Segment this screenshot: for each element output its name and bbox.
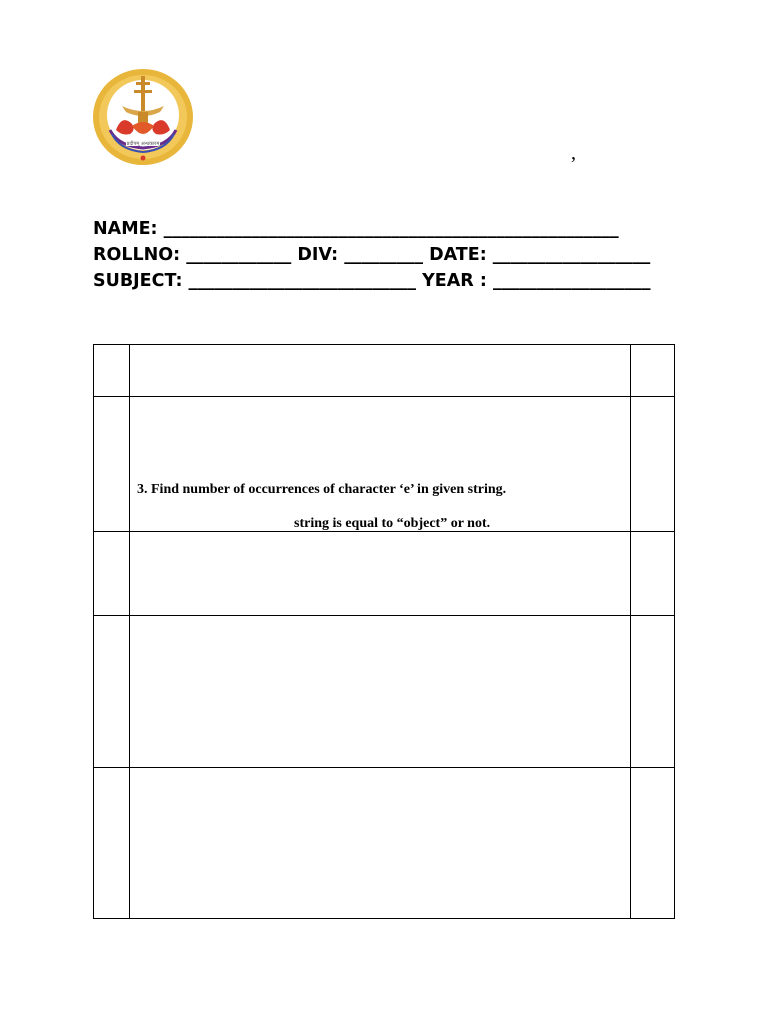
sign-cell: [631, 345, 675, 397]
sign-cell: [631, 616, 675, 768]
table-row: [94, 532, 675, 616]
table-row: [94, 345, 675, 397]
sr-cell: [94, 768, 130, 919]
sign-cell: [631, 768, 675, 919]
sr-cell: [94, 532, 130, 616]
table-row: [94, 397, 675, 532]
sr-cell: [94, 397, 130, 532]
table-row: [94, 616, 675, 768]
student-info-fields: [93, 216, 663, 294]
stray-mark: ,: [571, 142, 576, 164]
assignment-table: [93, 344, 675, 919]
task-cell: [130, 616, 631, 768]
roll-div-date-field[interactable]: ROLLNO: ____________ DIV: _________ DATE: __________________: [93, 245, 651, 265]
task-cell: [130, 532, 631, 616]
sign-cell: [631, 397, 675, 532]
sr-cell: [94, 345, 130, 397]
table-row: [94, 768, 675, 919]
institution-logo: [92, 68, 194, 166]
name-field[interactable]: NAME: ____________________________________________________: [93, 219, 619, 239]
sign-cell: [631, 532, 675, 616]
task-cell: [130, 345, 631, 397]
subject-year-field[interactable]: SUBJECT: __________________________ YEAR : __________________: [93, 271, 651, 291]
task-cell: [130, 397, 631, 532]
logo-caption: प्रदीपम् अन्धकारम्: [126, 141, 160, 147]
task-line: 3. Find number of occurrences of character ‘e’ in given string.: [137, 482, 507, 497]
lamp-emblem-icon: [92, 68, 194, 166]
task-line: string is equal to “object” or not.: [294, 516, 491, 531]
sr-cell: [94, 616, 130, 768]
task-cell: [130, 768, 631, 919]
